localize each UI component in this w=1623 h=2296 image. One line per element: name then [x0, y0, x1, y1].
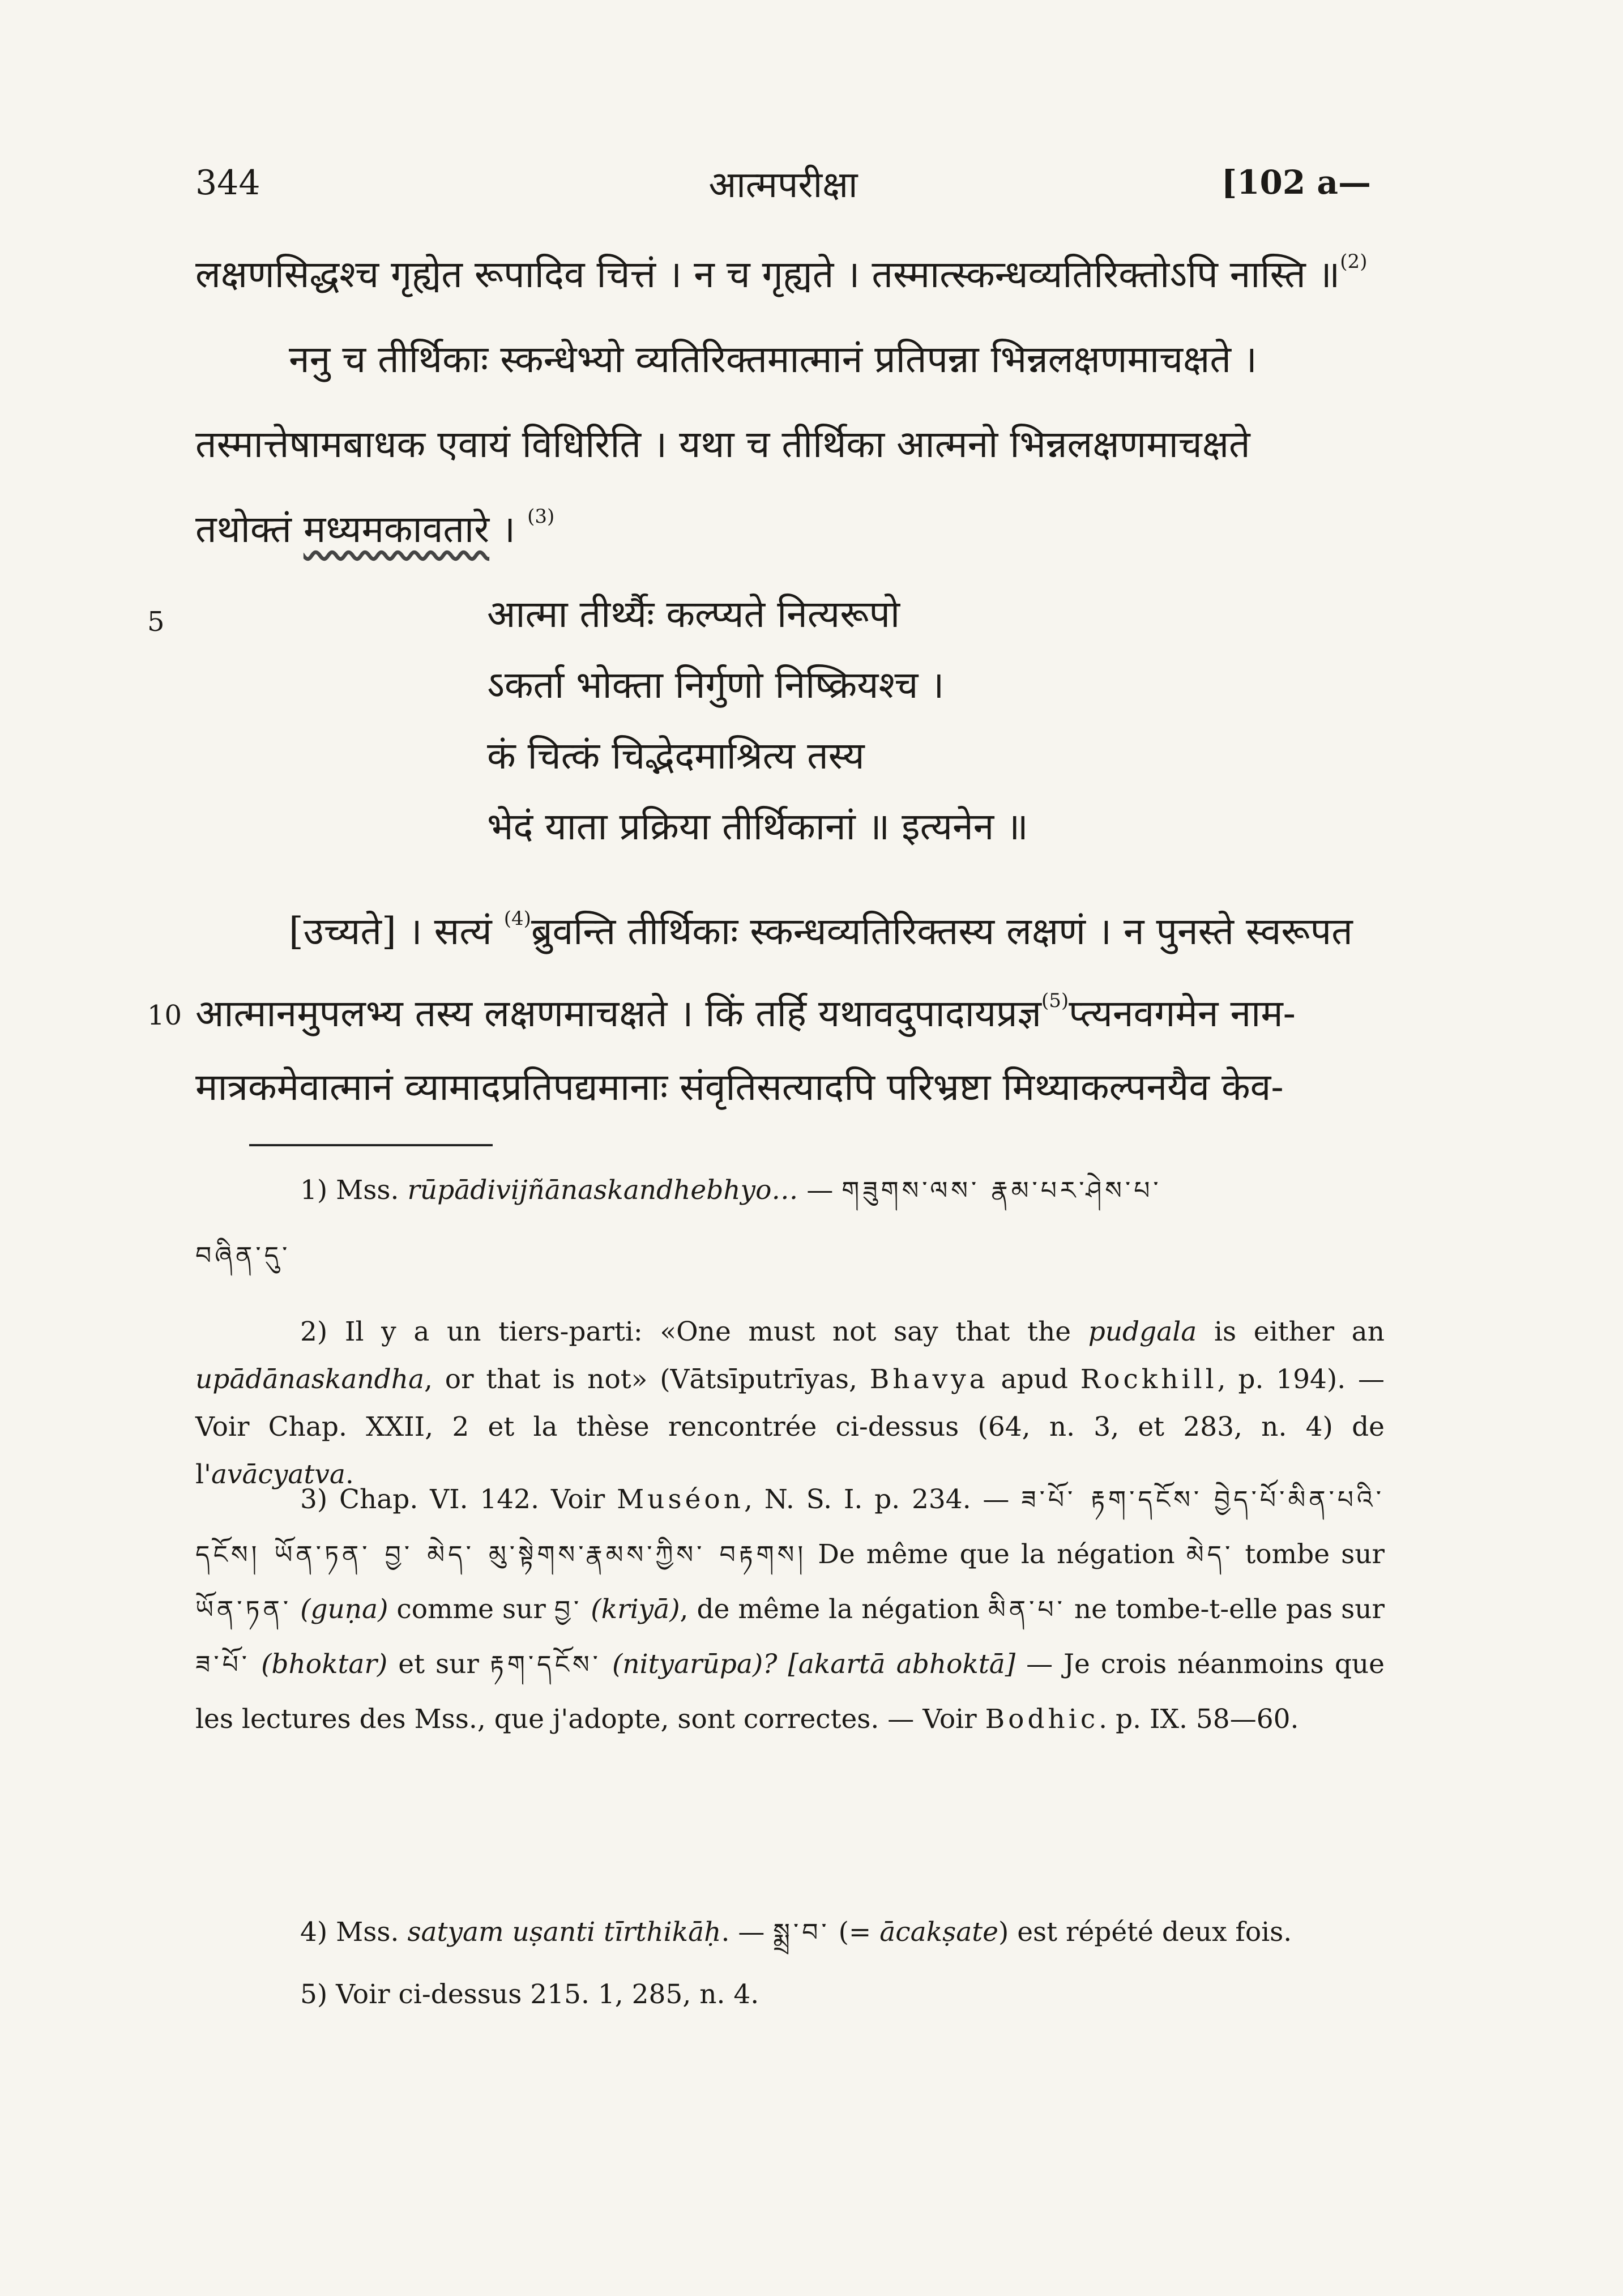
- line-number-5: 5: [147, 606, 165, 638]
- text-line-10: आत्मानमुपलभ्य तस्य लक्षणमाचक्षते । किं तर्हि यथावदुपादायप्रज्ञ$^{(5)}$प्त्यनवगमेन नाम-: [195, 989, 1296, 1035]
- footnote-5: 5) Voir ci-dessus 215. 1, 285, n. 4.: [300, 1979, 759, 2010]
- page-header: [195, 153, 1371, 215]
- cited-work: मध्यमकावतारे: [303, 507, 490, 551]
- tibetan-text: བཞིན་དུ་: [195, 1241, 291, 1270]
- running-title: आत्मपरीक्षा: [708, 164, 858, 206]
- tibetan-text: སྨྲ་བ་: [773, 1918, 830, 1947]
- footnote-4: 4) Mss. satyam uṣanti tīrthikāḥ. — སྨྲ་བ་ (= ācakṣate) est répété deux fois.: [300, 1917, 1292, 1948]
- footnote-2: 2) Il y a un tiers-parti: «One must not say that the pudgala is either an upādānaskandha, or that is not» (Vātsīputrīyas, Bhavya apud Rockhill, p. 194). — Voir Chap. XXII, 2 et la thèse rencontrée ci-dessus (64, n. 3, et 283, n. 4) de l'avācyatva.: [195, 1316, 1385, 1490]
- folio-reference: [102 a—: [1221, 163, 1371, 202]
- line-number-10: 10: [147, 1000, 182, 1031]
- tibetan-text: བྱེད་པོ་མིན་པའི་ དངོས། ཡོན་ཏན་ བྱ་ མེད་ མུ་སྟེགས་རྣམས་ཀྱིས་ བརྟགས།: [195, 1486, 1385, 1569]
- verse-line-1: आत्मा तीर्थ्यैः कल्प्यते नित्यरूपो: [487, 592, 900, 636]
- text-line-3: तस्मात्तेषामबाधक एवायं विधिरिति । यथा च तीर्थिका आत्मनो भिन्नलक्षणमाचक्षते: [195, 423, 1250, 466]
- note-ref-3: (3): [527, 505, 555, 528]
- verse-line-2: ऽकर्ता भोक्ता निर्गुणो निष्क्रियश्च ।: [487, 663, 945, 707]
- footnote-separator: [249, 1144, 493, 1146]
- text-line-2: ननु च तीर्थिकाः स्कन्धेभ्यो व्यतिरिक्तमात्मानं प्रतिपन्ना भिन्नलक्षणमाचक्षते ।: [289, 338, 1257, 381]
- footnote-1: 1) Mss. rūpādivijñānaskandhebhyo… — གཟུགས་ལས་ རྣམ་པར་ཤེས་པ་ བཞིན་དུ་: [195, 1175, 1162, 1270]
- tibetan-text: གཟུགས་ལས་ རྣམ་པར་ཤེས་པ་: [842, 1176, 1162, 1205]
- text-line-4: तथोक्तं मध्यमकावतारे । $^{(3)}$: [195, 505, 555, 551]
- note-ref-2: (2): [1340, 250, 1368, 273]
- tibetan-text: ཟ་པོ་ རྟག་དངོས་: [1021, 1486, 1203, 1514]
- verse-line-3: कं चित्कं चिद्भेदमाश्रित्य तस्य: [487, 734, 865, 778]
- verse-line-4: भेदं याता प्रक्रिया तीर्थिकानां ॥ इत्यनेन ॥: [487, 805, 1028, 848]
- note-ref-5: (5): [1041, 989, 1069, 1012]
- text-line-9: [उच्यते] । सत्यं $^{(4)}$ब्रुवन्ति तीर्थिकाः स्कन्धव्यतिरिक्तस्य लक्षणं । न पुनस्ते स्वरूपत: [289, 907, 1353, 953]
- page-number: 344: [195, 163, 260, 203]
- text-line-1: लक्षणसिद्धश्च गृह्येत रूपादिव चित्तं । न च गृह्यते । तस्मात्स्कन्धव्यतिरिक्तोऽपि नास्ति ॥$^{(2)}$: [195, 250, 1368, 296]
- footnote-3: 3) Chap. VI. 142. Voir Muséon, N. S. I. p. 234. — ཟ་པོ་ རྟག་དངོས་ བྱེད་པོ་མིན་པའི་ དངོས། ཡོན་ཏན་ བྱ་ མེད་ མུ་སྟེགས་རྣམས་ཀྱིས་ བརྟགས། De même que la négation མེད་ tombe sur ཡོན་ཏན་ (guṇa) comme sur བྱ་ (kriyā), de même la négation མིན་པ་ ne tombe-t-elle pas sur ཟ་པོ་ (bhoktar) et sur རྟག་དངོས་ (nityarūpa)? [akartā abhoktā] — Je crois néanmoins que les lectures des Mss., que j'adopte, sont correctes. — Voir Bodhic. p. IX. 58—60.: [195, 1484, 1385, 1735]
- text-line-11: मात्रकमेवात्मानं व्यामादप्रतिपद्यमानाः संवृतिसत्यादपि परिभ्रष्टा मिथ्याकल्पनयैव केव-: [195, 1065, 1284, 1109]
- note-ref-4: (4): [503, 907, 531, 930]
